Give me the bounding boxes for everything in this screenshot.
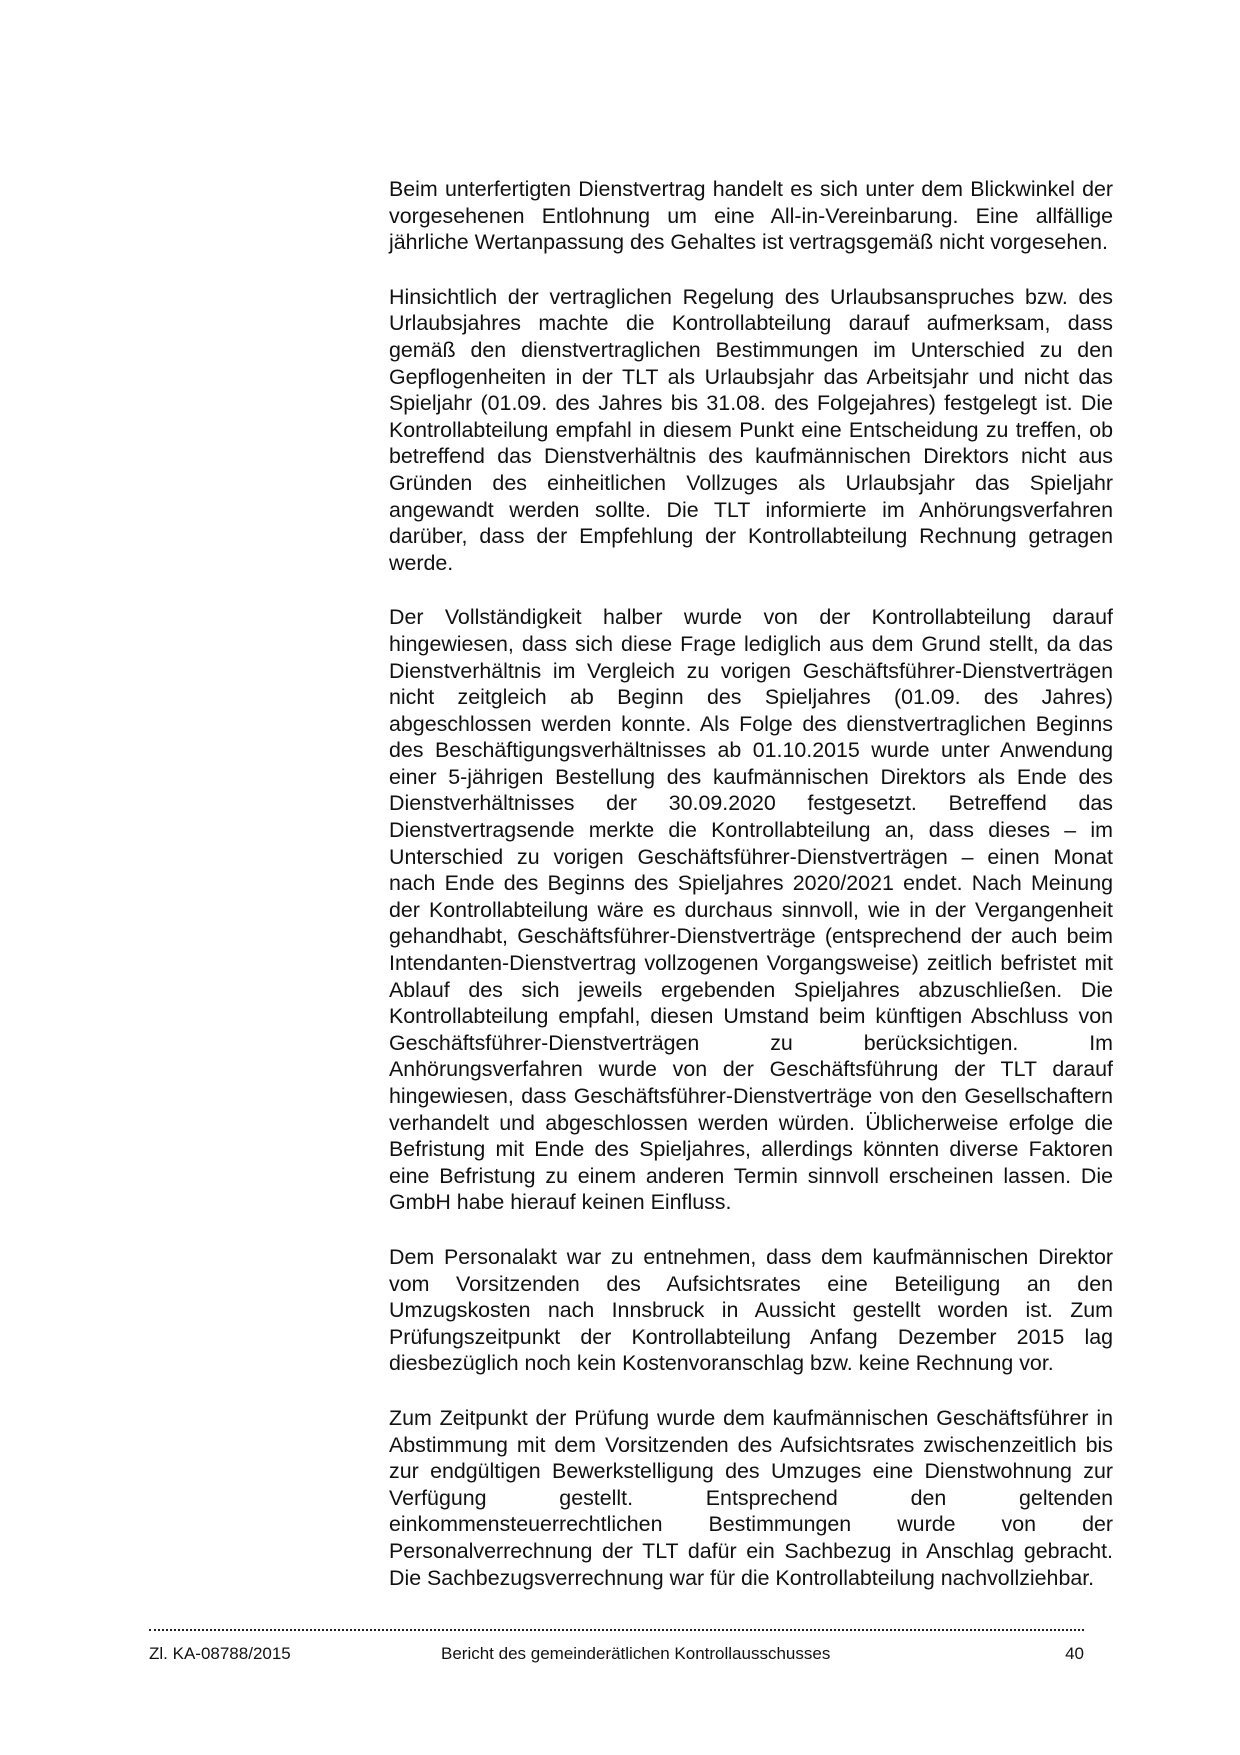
- paragraph-contract-term: Der Vollständigkeit halber wurde von der Kontrollabteilung darauf hingewiesen, dass sich diese Frage lediglich aus dem Grund stellt, da das Dienstverhältnis im Vergleich zu vorigen Geschäftsführer-Dienstverträgen nicht zeitgleich ab Beginn des Spieljahres (01.09. des Jahres) abgeschlossen werden konnte. Als Folge des dienstvertraglichen Beginns des Beschäftigungsverhältnisses ab 01.10.2015 wurde unter Anwendung einer 5-jährigen Bestellung des kaufmännischen Direktors als Ende des Dienstverhältnisses der 30.09.2020 festgesetzt. Betreffend das Dienstvertragsende merkte die Kontrollabteilung an, dass dieses – im Unterschied zu vorigen Geschäftsführer-Dienstverträgen – einen Monat nach Ende des Beginns des Spieljahres 2020/2021 endet. Nach Meinung der Kontrollabteilung wäre es durchaus sinnvoll, wie in der Vergangenheit gehandhabt, Geschäftsführer-Dienstverträge (entsprechend der auch beim Intendanten-Dienstvertrag vollzogenen Vorgangsweise) zeitlich befristet mit Ablauf des sich jeweils ergebenden Spieljahres abzuschließen. Die Kontrollabteilung empfahl, diesen Umstand beim künftigen Abschluss von Geschäftsführer-Dienstverträgen zu berücksichtigen. Im Anhörungsverfahren wurde von der Geschäftsführung der TLT darauf hingewiesen, dass Geschäftsführer-Dienstverträge von den Gesellschaftern verhandelt und abgeschlossen werden würden. Üblicherweise erfolge die Befristung mit Ende des Spieljahres, allerdings könnten diverse Faktoren eine Befristung zu einem anderen Termin sinnvoll erscheinen lassen. Die GmbH habe hierauf keinen Einfluss.: [389, 605, 1113, 1215]
- paragraph-all-in-agreement: Beim unterfertigten Dienstvertrag handelt es sich unter dem Blickwinkel der vorgesehenen Entlohnung um eine All-in-Vereinbarung. Eine allfällige jährliche Wertanpassung des Gehaltes ist vertragsgemäß nicht vorgesehen.: [389, 177, 1113, 255]
- footer-divider: [149, 1629, 1084, 1631]
- body-text: [389, 176, 1113, 1591]
- paragraph-vacation-year: Hinsichtlich der vertraglichen Regelung des Urlaubsanspruches bzw. des Urlaubsjahres machte die Kontrollabteilung darauf aufmerksam, dass gemäß den dienstvertraglichen Bestimmungen im Unterschied zu den Gepflogenheiten in der TLT als Urlaubsjahr das Arbeitsjahr und nicht das Spieljahr (01.09. des Jahres bis 31.08. des Folgejahres) festgelegt ist. Die Kontrollabteilung empfahl in diesem Punkt eine Entscheidung zu treffen, ob betreffend das Dienstverhältnis des kaufmännischen Direktors nicht aus Gründen des einheitlichen Vollzuges als Urlaubsjahr das Spieljahr angewandt werden sollte. Die TLT informierte im Anhörungsverfahren darüber, dass der Empfehlung der Kontrollabteilung Rechnung getragen werde.: [389, 284, 1113, 575]
- page-number: 40: [1065, 1644, 1084, 1663]
- paragraph-service-apartment: Zum Zeitpunkt der Prüfung wurde dem kaufmännischen Geschäftsführer in Abstimmung mit dem Vorsitzenden des Aufsichtsrates zwischenzeitlich bis zur endgültigen Bewerkstelligung des Umzuges eine Dienstwohnung zur Verfügung gestellt. Entsprechend den geltenden einkommensteuerrechtlichen Bestimmungen wurde von der Personalverrechnung der TLT dafür ein Sachbezug in Anschlag gebracht. Die Sachbezugsverrechnung war für die Kontrollabteilung nachvollziehbar.: [389, 1405, 1113, 1590]
- paragraph-relocation-costs: Dem Personalakt war zu entnehmen, dass dem kaufmännischen Direktor vom Vorsitzenden des Aufsichtsrates eine Beteiligung an den Umzugskosten nach Innsbruck in Aussicht gestellt worden ist. Zum Prüfungszeitpunkt der Kontrollabteilung Anfang Dezember 2015 lag diesbezüglich noch kein Kostenvoranschlag bzw. keine Rechnung vor.: [389, 1244, 1113, 1376]
- report-title: Bericht des gemeinderätlichen Kontrollausschusses: [441, 1644, 831, 1663]
- file-reference: Zl. KA-08788/2015: [149, 1644, 291, 1663]
